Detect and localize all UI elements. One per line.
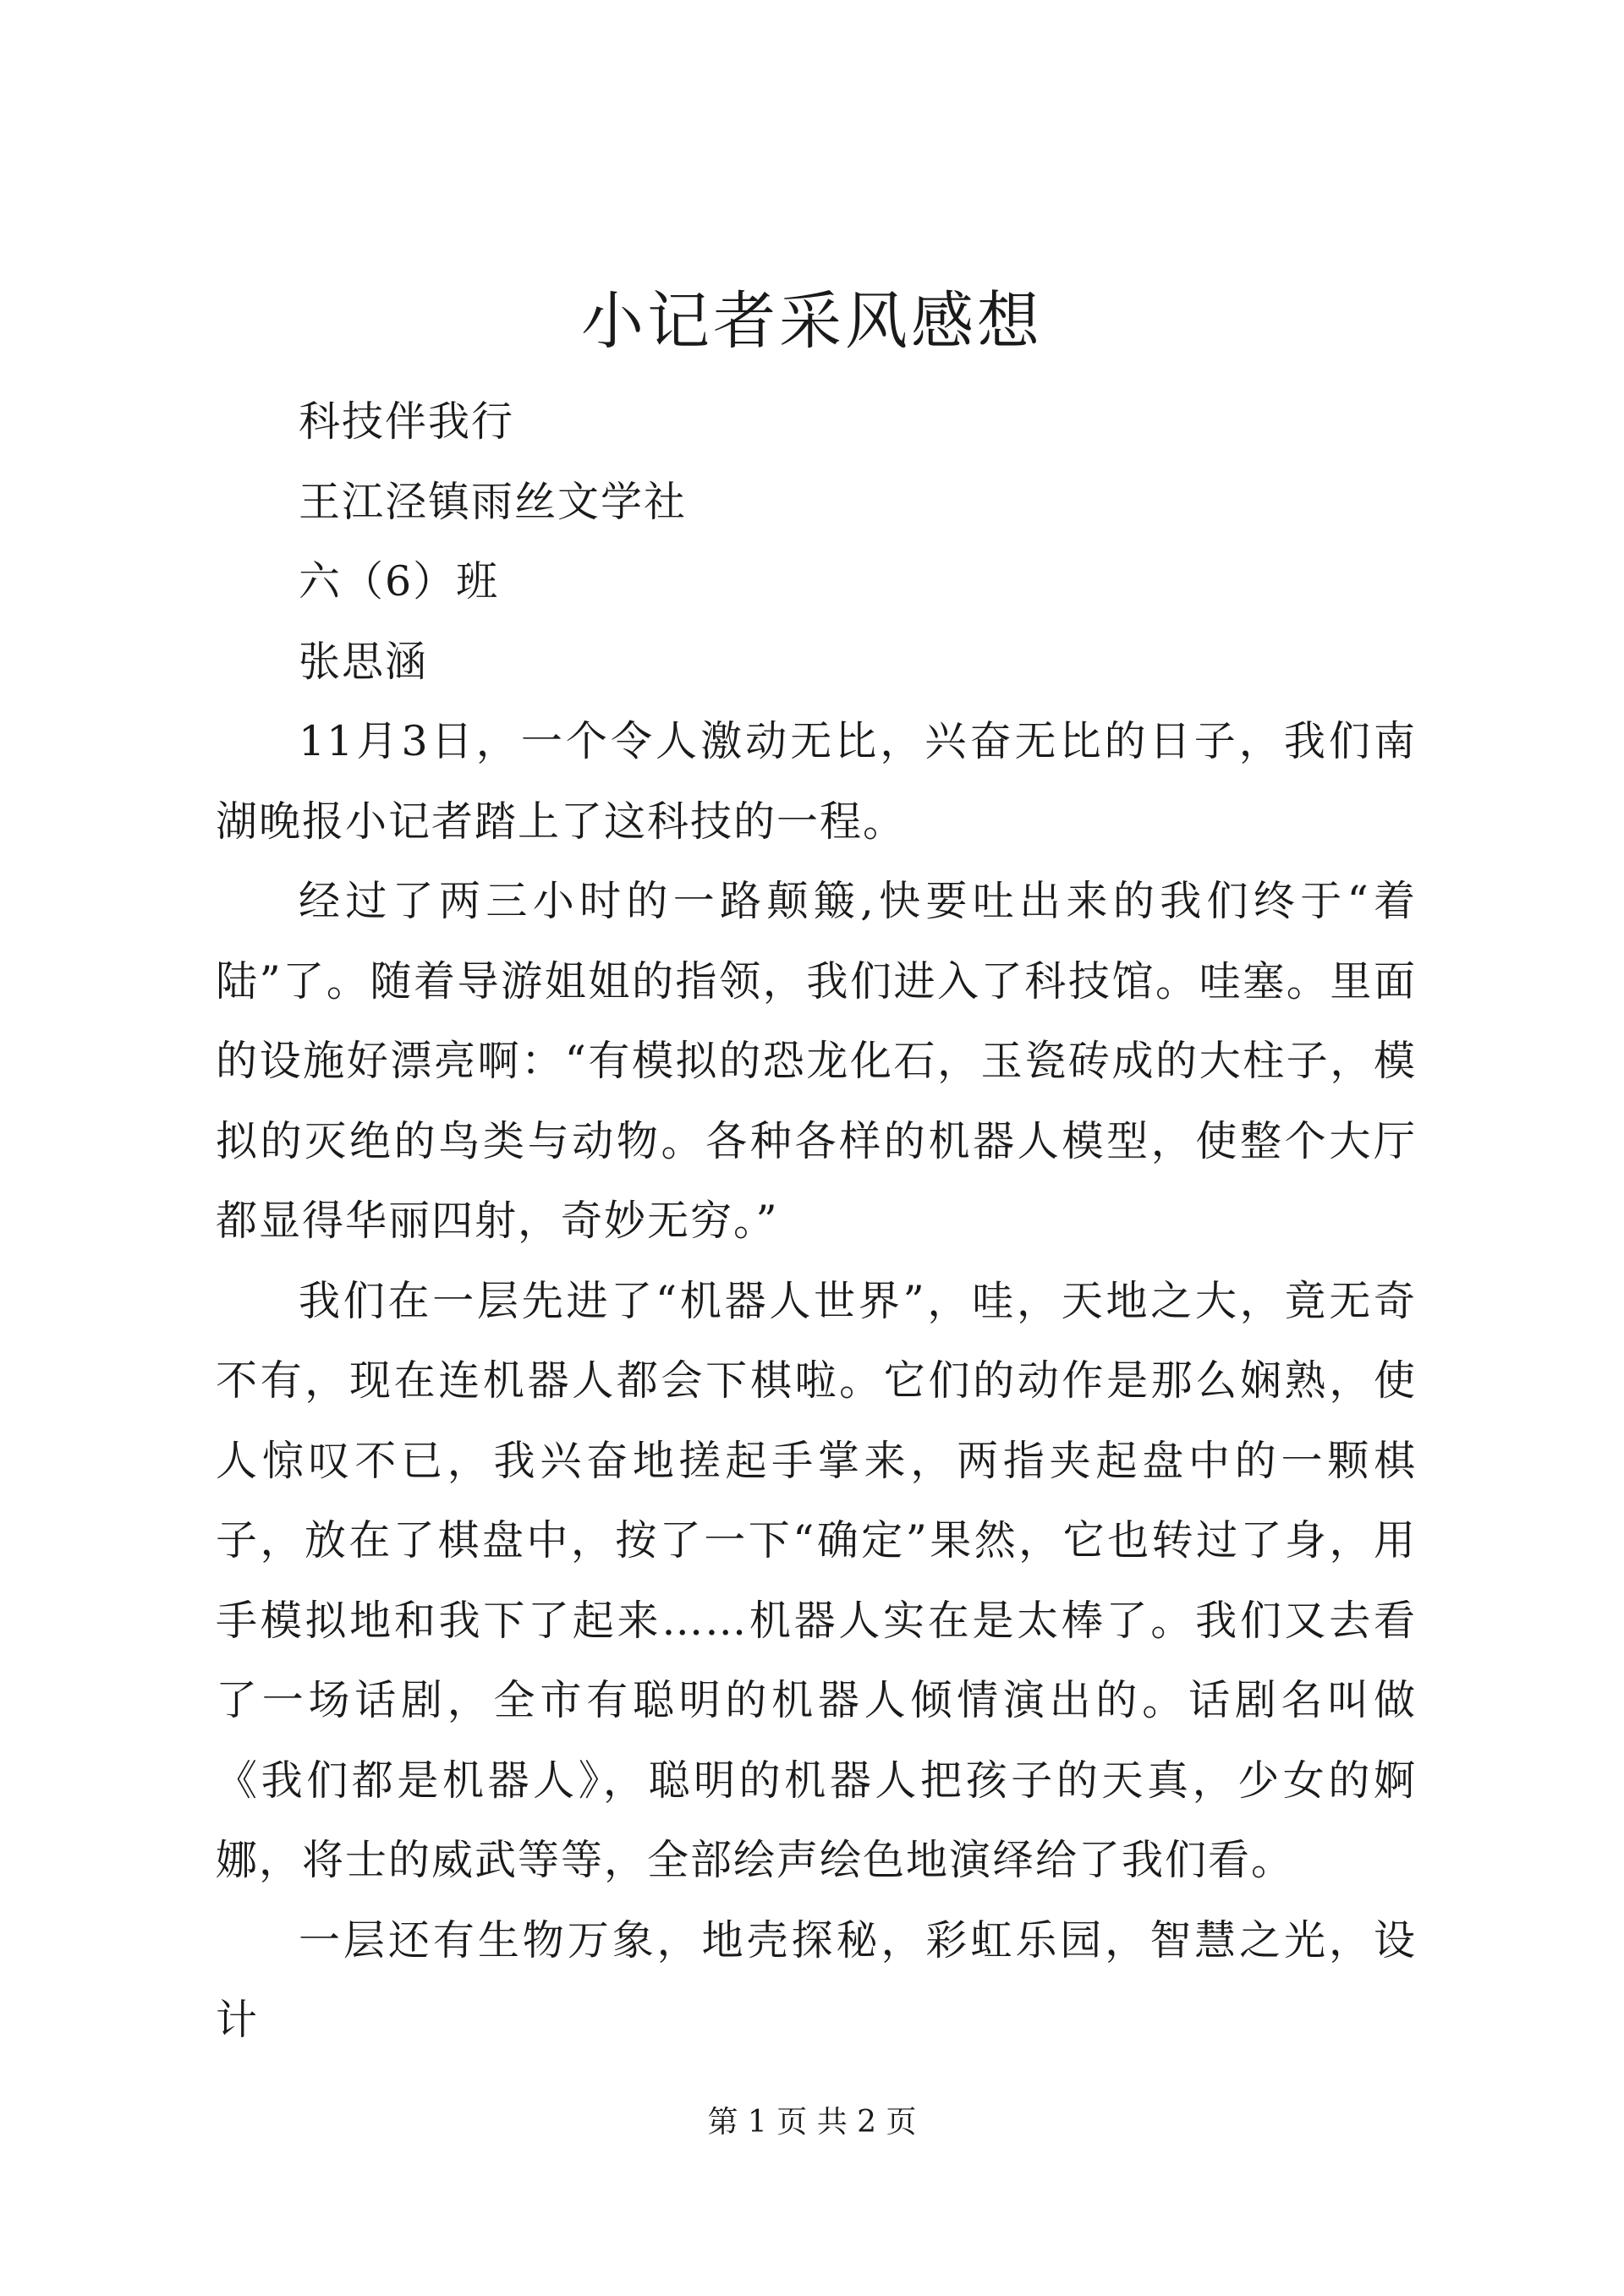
paragraph: 11月3日，一个令人激动无比，兴奋无比的日子，我们南湖晚报小记者踏上了这科技的一程。 — [216, 717, 1417, 846]
document-body — [216, 382, 1417, 2061]
society-line: 王江泾镇雨丝文学社 — [299, 477, 688, 526]
class-line: 六（6）班 — [299, 557, 500, 606]
subtitle-line: 科技伴我行 — [299, 397, 515, 446]
page-footer: 第 1 页 共 2 页 — [707, 2105, 917, 2140]
paragraph: 我们在一层先进了“机器人世界”，哇，天地之大，竟无奇不有，现在连机器人都会下棋啦。它们的动作是那么娴熟，使人惊叹不已，我兴奋地搓起手掌来，两指夹起盘中的一颗棋子，放在了棋盘中，按了一下“确定”果然，它也转过了身，用手模拟地和我下了起来……机器人实在是太棒了。我们又去看了一场话剧，全市有聪明的机器人倾情演出的。话剧名叫做《我们都是机器人》，聪明的机器人把孩子的天真，少女的婀娜，将士的威武等等，全部绘声绘色地演绎给了我们看。 — [216, 1276, 1417, 1884]
author-line: 张思涵 — [299, 637, 429, 686]
paragraph: 一层还有生物万象，地壳探秘，彩虹乐园，智慧之光，设计 — [216, 1915, 1417, 2044]
paragraph: 经过了两三小时的一路颠簸,快要吐出来的我们终于“着陆”了。随着导游姐姐的指领，我们进入了科技馆。哇塞。里面的设施好漂亮啊：“有模拟的恐龙化石，玉瓷砖成的大柱子，模拟的灭绝的鸟类与动物。各种各样的机器人模型，使整个大厅都显得华丽四射，奇妙无穷。” — [216, 877, 1417, 1245]
page-title: 小记者采风感想 — [581, 285, 1043, 358]
